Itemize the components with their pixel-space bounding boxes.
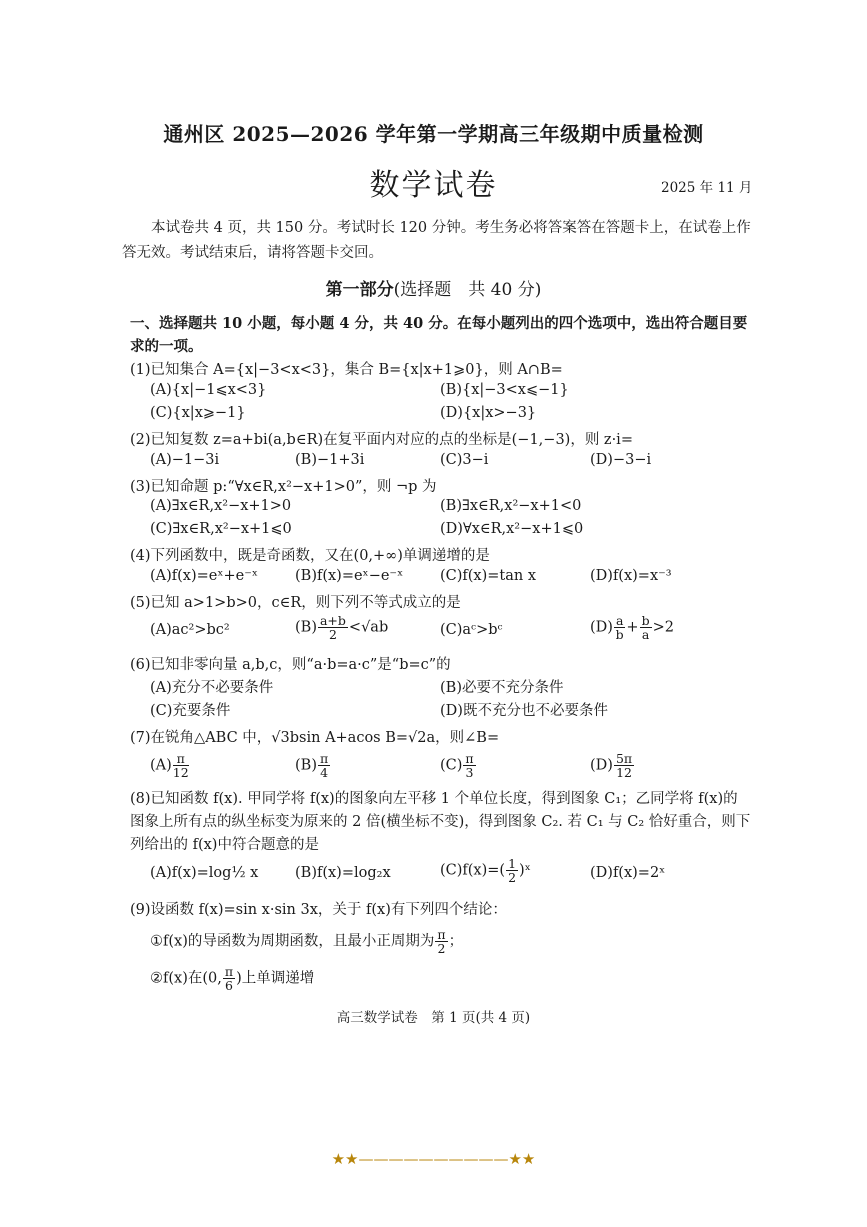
question-2-option-b: (B)−1+3i [295,452,365,468]
exam-title: 通州区 2025—2026 学年第一学期高三年级期中质量检测 [163,122,704,146]
question-4-stem: (4)下列函数中，既是奇函数，又在(0,+∞)单调递增的是 [130,548,490,564]
section-heading: 一、选择题共 10 小题，每小题 4 分，共 40 分。在每小题列出的四个选项中，选出符合题目要求的一项。 [130,315,748,355]
numerator: π [224,964,234,979]
option-b-label: (B) [295,619,317,636]
question-7-option-a [150,752,190,779]
question-3-option-d: (D)∀x∈R,x²−x+1⩽0 [440,521,584,537]
question-6-option-c: (C)充要条件 [150,703,231,719]
question-1-option-d: (D){x|x>−3} [440,405,537,421]
question-3-stem: (3)已知命题 p:“∀x∈R,x²−x+1>0”，则 ¬p 为 [130,479,437,495]
part-heading [0,275,867,300]
fraction [640,614,652,641]
statement-1-end: ； [448,933,464,950]
question-2-stem: (2)已知复数 z=a+bi(a,b∈R)在复平面内对应的点的坐标是(−1,−3)，则 z·i= [130,432,633,448]
question-2-option-a: (A)−1−3i [150,452,220,468]
numerator: 5π [615,751,633,766]
question-8-option-a: (A)f(x)=log½ x [150,865,259,881]
question-9-statement-2 [150,965,314,992]
option-d-rest: >2 [652,619,674,636]
option-c-label: (C)f(x)=( [440,862,506,879]
numerator: b [641,613,650,628]
question-8-option-b: (B)f(x)=log₂x [295,865,391,881]
fraction [318,614,348,641]
question-3-option-c: (C)∃x∈R,x²−x+1⩽0 [150,521,292,537]
question-7-option-c [440,752,477,779]
question-9-stem: (9)设函数 f(x)=sin x·sin 3x，关于 f(x)有下列四个结论： [130,902,507,918]
option-d-label: (D) [590,757,613,774]
option-c-label: (C) [440,757,463,774]
denominator: 4 [320,765,329,780]
question-3-option-a: (A)∃x∈R,x²−x+1>0 [150,498,292,514]
fraction [463,752,475,779]
question-2-option-d: (D)−3−i [590,452,652,468]
question-1-option-a: (A){x|−1⩽x<3} [150,382,267,398]
denominator: 2 [328,627,337,642]
question-2-option-c: (C)3−i [440,452,489,468]
fraction [614,614,625,641]
page-footer: 高三数学试卷 第 1 页(共 4 页) [336,1010,531,1026]
question-7-stem: (7)在锐角△ABC 中，√3bsin A+acos B=√2a，则∠B= [130,730,500,746]
question-4-option-a: (A)f(x)=eˣ+e⁻ˣ [150,568,259,584]
denominator: 12 [172,765,189,780]
star-ornament: ★★——————————★★ [331,1150,536,1168]
numerator: 1 [508,856,517,871]
subject-title: 数学试卷 [369,168,498,203]
question-6-stem: (6)已知非零向量 a,b,c，则“a·b=a·c”是“b=c”的 [130,657,451,673]
plus-sign: + [626,619,639,636]
question-6-option-b: (B)必要不充分条件 [440,680,564,696]
fraction [173,752,189,779]
question-6-option-a: (A)充分不必要条件 [150,680,274,696]
exam-date: 2025 年 11 月 [661,180,753,196]
question-5-option-b [295,614,388,641]
question-7-option-b [295,752,331,779]
question-8-option-d: (D)f(x)=2ˣ [590,865,666,881]
option-c-rest: )ˣ [519,862,531,879]
question-4-option-b: (B)f(x)=eˣ−e⁻ˣ [295,568,404,584]
exam-instructions: 本试卷共 4 页，共 150 分。考试时长 120 分钟。考生务必将答案答在答题卡上，在试卷上作答无效。考试结束后，请将答题卡交回。 [122,220,751,261]
numerator: π [465,751,474,766]
question-4-option-d: (D)f(x)=x⁻³ [590,568,672,584]
option-d-label: (D) [590,619,613,636]
option-b-label: (B) [295,757,317,774]
fraction [614,752,634,779]
denominator: 3 [465,765,474,780]
numerator: π [437,927,446,942]
part-note: (选择题 共 40 分) [393,280,542,300]
question-5-stem: (5)已知 a>1>b>0，c∈R，则下列不等式成立的是 [130,595,461,611]
fraction [318,752,330,779]
denominator: 2 [508,870,517,885]
numerator: a+b [319,613,346,628]
question-1-option-b: (B){x|−3<x⩽−1} [440,382,569,398]
fraction [435,928,447,955]
question-1-stem: (1)已知集合 A={x|−3<x<3}，集合 B={x|x+1⩾0}，则 A∩B= [130,362,563,378]
statement-2-text: ②f(x)在(0, [150,970,222,987]
part-title: 第一部分 [325,280,394,300]
statement-2-end: )上单调递增 [236,970,315,987]
question-5-option-d [590,614,674,641]
question-8-stem: (8)已知函数 f(x). 甲同学将 f(x)的图象向左平移 1 个单位长度，得到图象 C₁；乙同学将 f(x)的图象上所有点的纵坐标变为原来的 2 倍(横坐标不变)，得到图象 C₂. 若 C₁ 与 C₂ 恰好重合，则下列给出的 f(x)中符合题意的是 [130,791,751,853]
fraction [223,965,235,992]
numerator: a [615,613,624,628]
denominator: 6 [224,978,233,993]
question-5-option-c: (C)aᶜ>bᶜ [440,622,503,638]
question-4-option-c: (C)f(x)=tan x [440,568,537,584]
statement-1-text: ①f(x)的导函数为周期函数，且最小正周期为 [150,933,435,950]
numerator: π [319,751,329,766]
option-b-rest: <√ab [348,619,389,636]
fraction [506,857,518,884]
question-6-option-d: (D)既不充分也不必要条件 [440,703,608,719]
question-8-option-c [440,857,531,884]
question-1-option-c: (C){x|x⩾−1} [150,405,246,421]
numerator: π [173,752,189,766]
question-7-option-d [590,752,635,779]
denominator: a [641,627,650,642]
question-5-option-a: (A)ac²>bc² [150,622,230,638]
denominator: 12 [616,765,632,780]
denominator: 2 [437,941,446,956]
question-3-option-b: (B)∃x∈R,x²−x+1<0 [440,498,582,514]
option-a-label: (A) [150,757,172,774]
denominator: b [615,627,624,642]
question-9-statement-1 [150,928,463,955]
